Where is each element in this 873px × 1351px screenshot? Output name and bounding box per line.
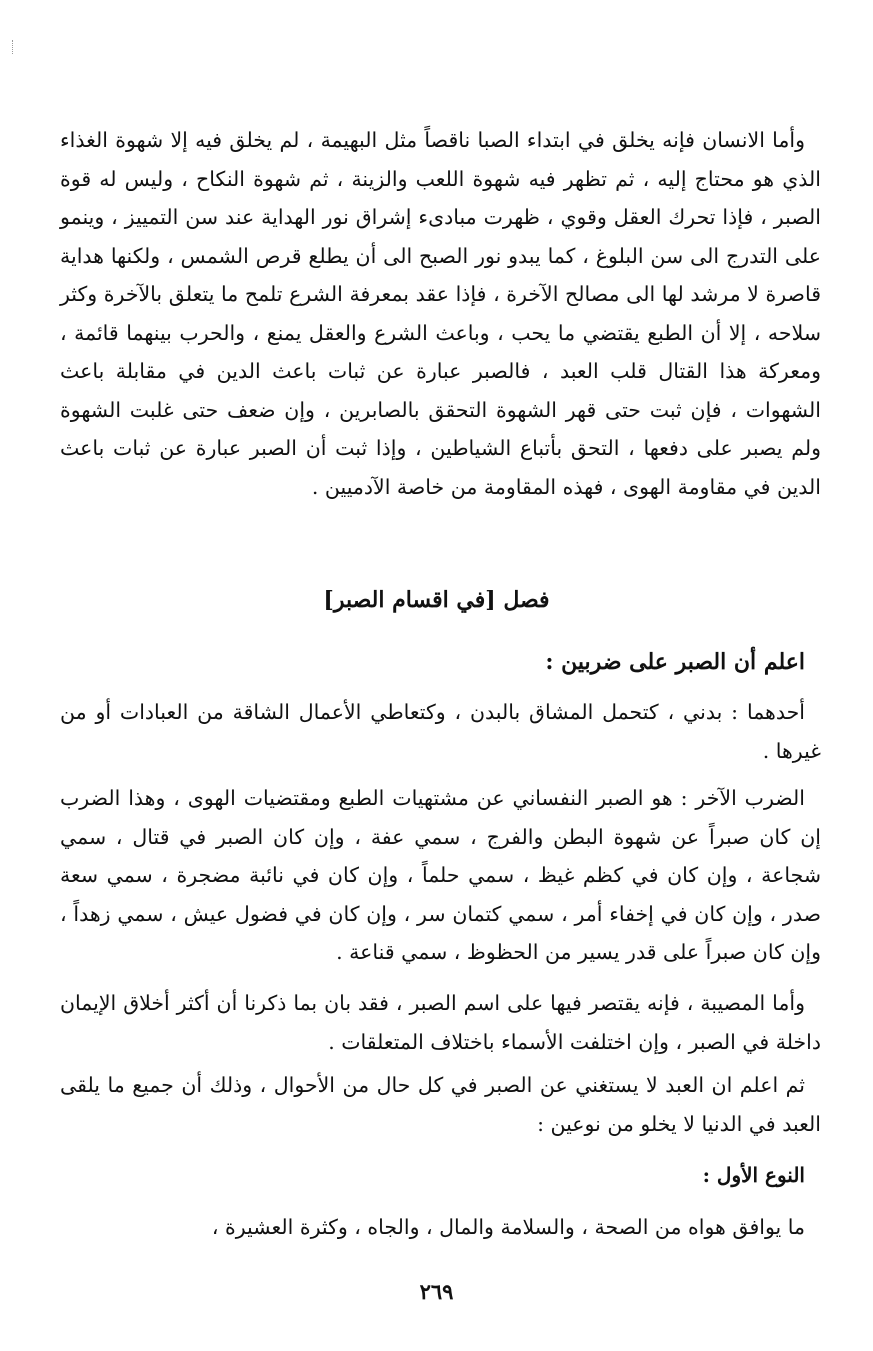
section-heading: فصل [في اقسام الصبر] (323, 587, 550, 613)
paragraph-first-type: ما يوافق هواه من الصحة ، والسلامة والمال ، والجاه ، وكثرة العشيرة ، (211, 1215, 805, 1239)
paragraph-human-nature: وأما الانسان فإنه يخلق في ابتداء الصبا ناقصاً مثل البهيمة ، لم يخلق فيه إلا شهوة الغذاء الذي هو محتاج إليه ، ثم تظهر فيه شهوة اللعب والزينة ، ثم شهوة النكاح ، وليس له قوة الصبر ، فإذا تحرك العقل وقوي ، ظهرت مبادىء إشراق نور الهداية عند سن التمييز ، وينمو على التدرج الى سن البلوغ ، كما يبدو نور الصبح الى أن يطلع قرص الشمس ، ولكنها هداية قاصرة لا مرشد لها الى مصالح الآخرة ، فإذا عقد بمعرفة الشرع تلمح ما يتعلق بالآخرة وكثر سلاحه ، إلا أن الطبع يقتضي ما يحب ، وباعث الشرع والعقل يمنع ، والحرب بينهما قائمة ، ومعركة هذا القتال قلب العبد ، فالصبر عبارة عن ثبات باعث الدين في مقابلة باعث الشهوات ، فإن ثبت حتى قهر الشهوة التحقق بالصابرين ، وإن ضعف حتى غلبت الشهوة ولم يصبر على دفعها ، التحق بأتباع الشياطين ، وإذا ثبت أن الصبر عبارة عن ثبات باعث الدين في مقاومة الهوى ، فهذه المقاومة من خاصة الآدميين . (60, 128, 821, 499)
paragraph-psychological-patience: الضرب الآخر : هو الصبر النفساني عن مشتهيات الطبع ومقتضيات الهوى ، وهذا الضرب إن كان صبراً عن شهوة البطن والفرج ، سمي عفة ، وإن كان الصبر في قتال ، سمي شجاعة ، وإن كان في كظم غيظ ، سمي حلماً ، وإن كان في نائبة مضجرة ، سمي سعة صدر ، وإن كان في إخفاء أمر ، سمي كتمان سر ، وإن كان في فضول عيش ، سمي زهداً ، وإن كان صبراً على قدر يسير من الحظوظ ، سمي قناعة . (60, 786, 821, 964)
paragraph-two-types: ثم اعلم ان العبد لا يستغني عن الصبر في كل حال من الأحوال ، وذلك أن جميع ما يلقى العبد في الدنيا لا يخلو من نوعين : (60, 1073, 821, 1136)
paragraph-physical-patience: أحدهما : بدني ، كتحمل المشاق بالبدن ، وكتعاطي الأعمال الشاقة من العبادات أو من غيرها . (60, 700, 821, 763)
page-number: ٢٦٩ (419, 1279, 454, 1304)
first-type-title: النوع الأول : (702, 1163, 805, 1187)
paragraph-calamity: وأما المصيبة ، فإنه يقتصر فيها على اسم الصبر ، فقد بان بما ذكرنا أن أكثر أخلاق الإيمان داخلة في الصبر ، وإن اختلفت الأسماء باختلاف المتعلقات . (60, 991, 821, 1054)
margin-mark (12, 40, 15, 54)
section-subheading: اعلم أن الصبر على ضربين : (545, 649, 805, 675)
